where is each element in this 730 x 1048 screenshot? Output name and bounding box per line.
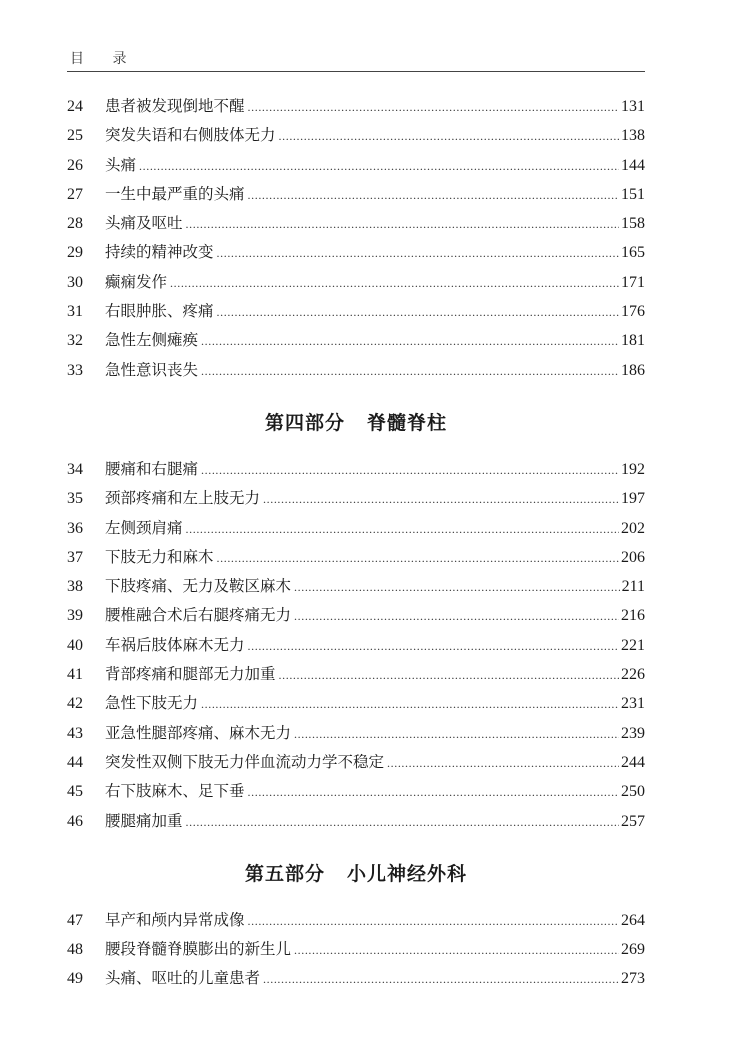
entry-page-number: 206: [621, 548, 645, 566]
dot-leader: [201, 357, 619, 386]
dot-leader: [201, 327, 619, 356]
entry-page-number: 181: [621, 332, 645, 350]
entry-page-number: 131: [621, 98, 645, 115]
entry-number: 45: [67, 783, 83, 801]
dot-leader: [248, 93, 619, 122]
toc-entry[interactable]: [67, 297, 645, 326]
dot-leader: [294, 720, 619, 749]
entry-page-number: 186: [621, 361, 645, 379]
entry-title: 亚急性腿部疼痛、麻木无力: [105, 723, 292, 742]
entry-number: 48: [67, 941, 83, 959]
toc-entry[interactable]: [67, 238, 645, 267]
toc-entry[interactable]: [67, 92, 645, 121]
entry-number: 42: [67, 695, 83, 713]
part-4-name: 脊髓脊柱: [367, 411, 448, 434]
entry-title: 颈部疼痛和左上肢无力: [105, 489, 261, 508]
dot-leader: [201, 456, 619, 485]
entry-page-number: 250: [621, 783, 645, 801]
part-4-heading: [67, 385, 645, 455]
toc-entry[interactable]: [67, 151, 645, 180]
entry-page-number: 171: [621, 273, 645, 291]
entry-page-number: 144: [621, 156, 645, 174]
dot-leader: [248, 181, 619, 210]
entry-page-number: 211: [621, 578, 645, 596]
entry-page-number: 231: [621, 695, 645, 713]
entry-number: 28: [67, 215, 83, 233]
toc-entry[interactable]: [67, 543, 645, 572]
entry-page-number: 151: [621, 185, 645, 203]
part-5-name: 小儿神经外科: [347, 862, 468, 885]
entry-number: 35: [67, 490, 83, 508]
entry-number: 40: [67, 636, 83, 654]
toc-entry[interactable]: [67, 906, 645, 935]
header-rule: [67, 71, 645, 72]
entry-number: 36: [67, 519, 83, 537]
entry-page-number: 264: [621, 911, 645, 929]
dot-leader: [186, 808, 619, 837]
entry-title: 左侧颈肩痛: [105, 518, 183, 537]
entry-page-number: 269: [621, 941, 645, 959]
toc-entry[interactable]: [67, 807, 645, 836]
dot-leader: [217, 239, 619, 268]
dot-leader: [139, 152, 619, 181]
entry-number: 47: [67, 911, 83, 929]
toc-entry[interactable]: [67, 121, 645, 150]
entry-number: 32: [67, 332, 83, 350]
toc-entry[interactable]: [67, 209, 645, 238]
entry-page-number: 226: [621, 666, 645, 684]
entry-title: 下肢无力和麻木: [105, 547, 214, 566]
entry-title: 急性意识丧失: [105, 360, 199, 379]
entry-title: 癫痫发作: [105, 272, 168, 291]
entry-number: 29: [67, 244, 83, 262]
entry-number: 34: [67, 460, 83, 478]
entry-title: 急性左侧瘫痪: [105, 331, 199, 350]
entry-number: 27: [67, 185, 83, 203]
entry-title: 突发失语和右侧肢体无力: [105, 126, 276, 145]
toc-entry[interactable]: [67, 935, 645, 964]
toc-group-1: [67, 92, 645, 385]
toc-entry[interactable]: [67, 964, 645, 993]
entry-page-number: 202: [621, 519, 645, 537]
entry-number: 49: [67, 970, 83, 988]
entry-title: 早产和颅内异常成像: [105, 910, 245, 929]
entry-title: 腰腿痛加重: [105, 811, 183, 830]
entry-page-number: 244: [621, 753, 645, 771]
toc-group-3: [67, 906, 645, 994]
entry-number: 25: [67, 127, 83, 145]
toc-entry[interactable]: [67, 268, 645, 297]
toc-group-2: [67, 455, 645, 836]
entry-number: 30: [67, 273, 83, 291]
dot-leader: [263, 485, 619, 514]
entry-title: 背部疼痛和腿部无力加重: [105, 665, 276, 684]
entry-number: 33: [67, 361, 83, 379]
toc-entry[interactable]: [67, 180, 645, 209]
dot-leader: [387, 749, 619, 778]
toc-entry[interactable]: [67, 484, 645, 513]
dot-leader: [248, 907, 619, 936]
toc-entry[interactable]: [67, 356, 645, 385]
entry-title: 患者被发现倒地不醒: [105, 97, 245, 115]
entry-number: 46: [67, 812, 83, 830]
entry-title: 车祸后肢体麻木无力: [105, 635, 245, 654]
toc-entry[interactable]: [67, 601, 645, 630]
table-of-contents: [67, 92, 645, 994]
dot-leader: [217, 544, 619, 573]
entry-number: 39: [67, 607, 83, 625]
entry-title: 持续的精神改变: [105, 243, 214, 262]
entry-title: 右下肢麻木、足下垂: [105, 782, 245, 801]
entry-title: 急性下肢无力: [105, 694, 199, 713]
entry-title: 头痛、呕吐的儿童患者: [105, 969, 261, 988]
entry-page-number: 197: [621, 490, 645, 508]
toc-entry[interactable]: [67, 326, 645, 355]
dot-leader: [294, 573, 620, 602]
toc-entry[interactable]: [67, 572, 645, 601]
toc-entry[interactable]: [67, 748, 645, 777]
entry-title: 一生中最严重的头痛: [105, 184, 245, 203]
entry-number: 41: [67, 666, 83, 684]
entry-title: 右眼肿胀、疼痛: [105, 302, 214, 321]
dot-leader: [201, 690, 619, 719]
dot-leader: [248, 778, 619, 807]
entry-page-number: 239: [621, 724, 645, 742]
entry-number: 31: [67, 303, 83, 321]
dot-leader: [217, 298, 619, 327]
dot-leader: [263, 965, 619, 994]
entry-title: 突发性双侧下肢无力伴血流动力学不稳定: [105, 752, 385, 771]
entry-page-number: 221: [621, 636, 645, 654]
entry-page-number: 138: [621, 127, 645, 145]
part-4-label: 第四部分: [264, 411, 345, 434]
entry-title: 头痛: [105, 155, 137, 174]
entry-page-number: 176: [621, 303, 645, 321]
part-5-heading: [67, 836, 645, 906]
toc-entry[interactable]: [67, 689, 645, 718]
entry-page-number: 257: [621, 812, 645, 830]
entry-page-number: 216: [621, 607, 645, 625]
dot-leader: [279, 661, 619, 690]
entry-number: 24: [67, 98, 83, 115]
entry-number: 38: [67, 578, 83, 596]
entry-number: 44: [67, 753, 83, 771]
dot-leader: [279, 122, 619, 151]
dot-leader: [186, 210, 619, 239]
entry-page-number: 273: [621, 970, 645, 988]
entry-number: 26: [67, 156, 83, 174]
running-head: 目 录: [70, 51, 139, 67]
entry-title: 下肢疼痛、无力及鞍区麻木: [105, 577, 292, 596]
toc-entry[interactable]: [67, 631, 645, 660]
dot-leader: [170, 269, 619, 298]
toc-entry[interactable]: [67, 514, 645, 543]
toc-entry[interactable]: [67, 455, 645, 484]
entry-title: 头痛及呕吐: [105, 214, 183, 233]
toc-entry[interactable]: [67, 660, 645, 689]
dot-leader: [186, 515, 619, 544]
dot-leader: [294, 602, 619, 631]
toc-entry[interactable]: [67, 719, 645, 748]
entry-number: 37: [67, 548, 83, 566]
entry-title: 腰椎融合术后右腿疼痛无力: [105, 606, 292, 625]
entry-page-number: 165: [621, 244, 645, 262]
dot-leader: [294, 936, 619, 965]
entry-number: 43: [67, 724, 83, 742]
entry-page-number: 158: [621, 215, 645, 233]
entry-title: 腰痛和右腿痛: [105, 459, 199, 478]
entry-title: 腰段脊髓脊膜膨出的新生儿: [105, 940, 292, 959]
dot-leader: [248, 632, 619, 661]
toc-entry[interactable]: [67, 777, 645, 806]
entry-page-number: 192: [621, 460, 645, 478]
part-5-label: 第五部分: [244, 862, 325, 885]
